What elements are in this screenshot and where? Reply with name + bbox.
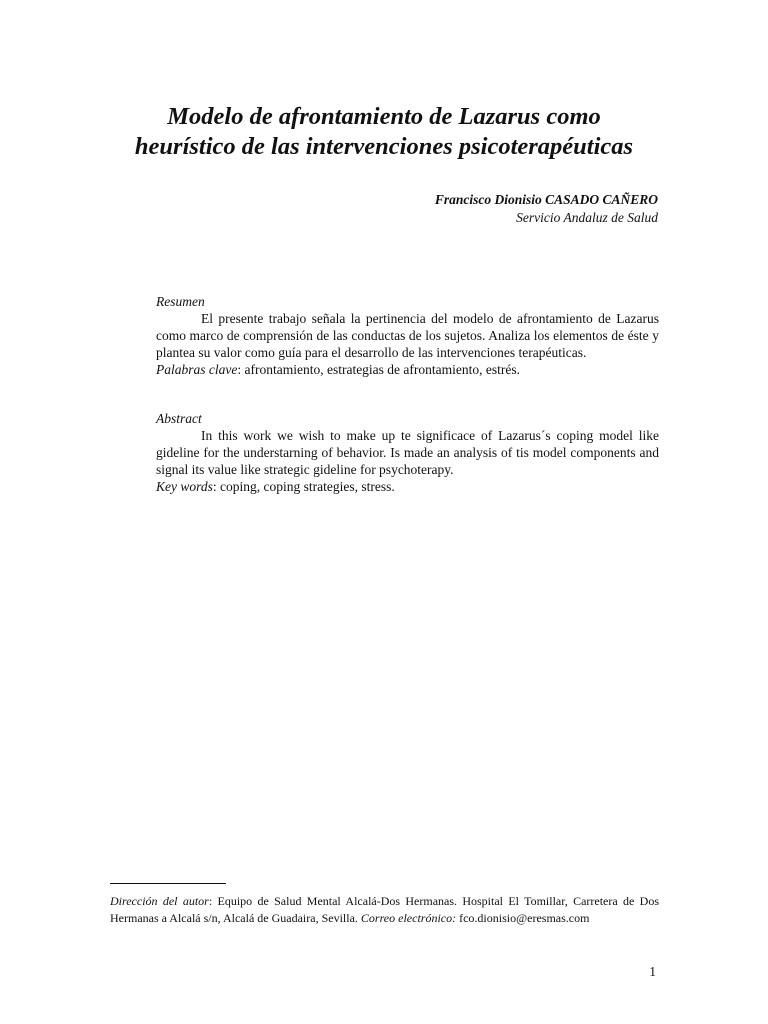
resumen-keywords (156, 361, 659, 378)
author-byline (435, 191, 658, 227)
resumen-keywords-label: Palabras clave (156, 362, 238, 377)
resumen-keywords-text: : afrontamiento, estrategias de afrontamiento, estrés. (237, 362, 521, 377)
title-line-2: heurístico de las intervenciones psicoterapéuticas (134, 133, 634, 160)
footnote-email: fco.dionisio@eresmas.com (456, 911, 590, 925)
resumen-section (156, 293, 659, 378)
author-institution: Servicio Andaluz de Salud (516, 210, 658, 225)
title-line-1: Modelo de afrontamiento de Lazarus como (167, 103, 601, 130)
abstract-keywords-label: Key words (156, 479, 213, 494)
abstract-keywords-text: : coping, coping strategies, stress. (212, 479, 395, 494)
footnote-label: Dirección del autor (110, 894, 209, 908)
author-name: Francisco Dionisio CASADO CAÑERO (434, 192, 658, 207)
abstract-heading: Abstract (156, 411, 202, 426)
resumen-heading: Resumen (156, 294, 205, 309)
footnote-divider (110, 883, 226, 884)
resumen-text: El presente trabajo señala la pertinencia del modelo de afrontamiento de Lazarus como marco de comprensión de las conductas de los sujetos. Analiza los elementos de éste y plantea su valor como guía para el desarrollo de las intervenciones terapéuticas. (156, 311, 659, 360)
paper-title (60, 102, 708, 162)
author-address-footnote (110, 893, 659, 927)
abstract-keywords (156, 478, 659, 495)
page-number: 1 (649, 964, 656, 979)
footnote-address: : Equipo de Salud Mental Alcalá-Dos Hermanas. Hospital El Tomillar, Carretera de Dos Hermanas a Alcalá s/n, Alcalá de Guadaira, Sevilla. (110, 894, 659, 925)
abstract-section (156, 410, 659, 495)
footnote-email-label: Correo electrónico: (360, 911, 457, 925)
abstract-text: In this work we wish to make up te significace of Lazarus´s coping model like gideline for the understarning of behavior. Is made an analysis of tis model components and signal its value like strategic gideline for psychoterapy. (156, 428, 659, 477)
